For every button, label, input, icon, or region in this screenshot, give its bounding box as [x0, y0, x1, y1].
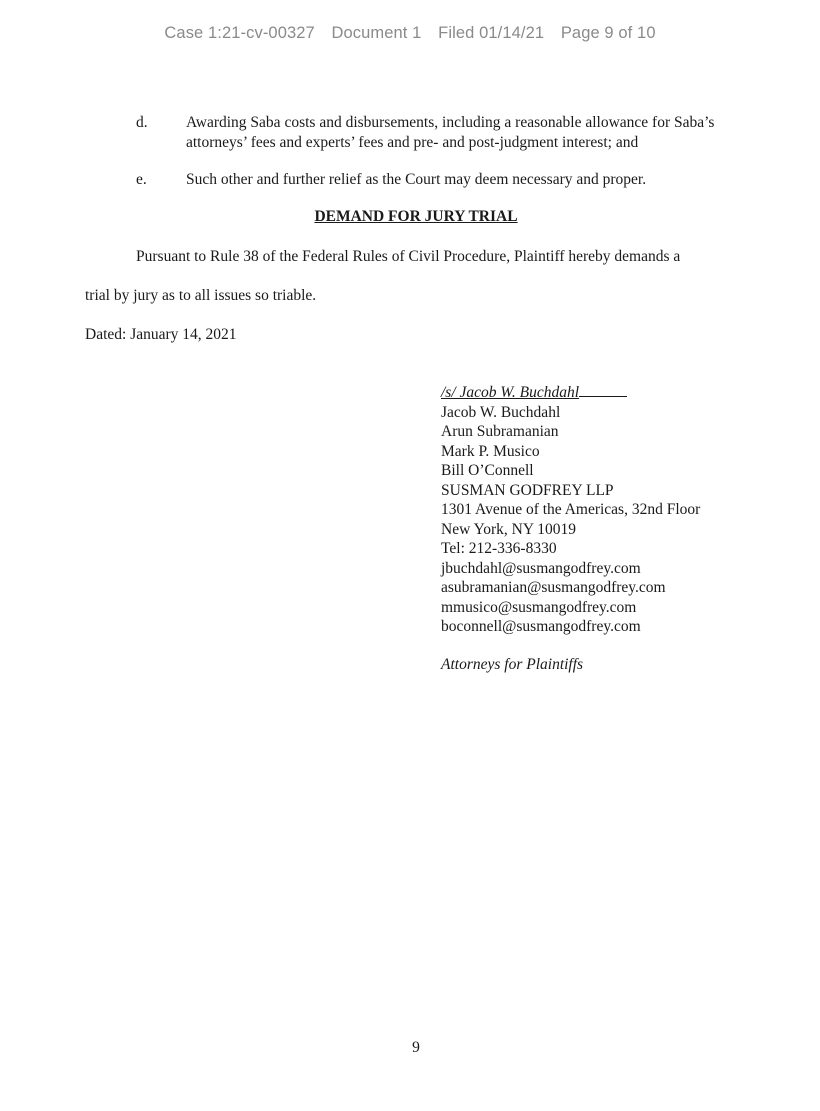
email-address: jbuchdahl@susmangodfrey.com	[441, 559, 641, 577]
attorney-name: Bill O’Connell	[441, 462, 534, 479]
dated-line: Dated: January 14, 2021	[85, 326, 237, 343]
attorneys-role: Attorneys for Plaintiffs	[441, 656, 584, 673]
page-indicator: Page 9 of 10	[560, 24, 656, 42]
signature-block	[441, 383, 700, 637]
firm-address-city: New York, NY 10019	[441, 520, 577, 538]
relief-item-text: Such other and further relief as the Court may deem necessary and proper.	[186, 171, 647, 188]
attorney-name: Arun Subramanian	[441, 423, 559, 440]
email-address: boconnell@susmangodfrey.com	[441, 618, 641, 635]
signature-line	[441, 383, 700, 403]
signer-name: Jacob W. Buchdahl	[441, 403, 561, 421]
filed-date: Filed 01/14/21	[438, 24, 545, 42]
firm-phone: Tel: 212-336-8330	[441, 540, 557, 557]
email-address: mmusico@susmangodfrey.com	[441, 598, 637, 616]
email-address: asubramanian@susmangodfrey.com	[441, 579, 666, 596]
signature-underline	[579, 384, 627, 397]
case-number: Case 1:21-cv-00327	[164, 24, 315, 42]
relief-item-label: e.	[136, 171, 147, 188]
relief-item-e	[136, 170, 756, 190]
firm-address-street: 1301 Avenue of the Americas, 32nd Floor	[441, 501, 701, 518]
jury-demand-heading: DEMAND FOR JURY TRIAL	[314, 208, 518, 225]
relief-item-label: d.	[136, 114, 148, 131]
document-number: Document 1	[331, 24, 422, 42]
jury-demand-text-line-2: trial by jury as to all issues so triable.	[85, 287, 317, 304]
page-number: 9	[412, 1039, 420, 1056]
attorney-name: Mark P. Musico	[441, 442, 540, 460]
filing-header	[0, 24, 820, 43]
relief-item-text: Awarding Saba costs and disbursements, including a reasonable allowance for Saba’s attorneys’ fees and experts’ fees and pre- and post-judgment interest; and	[186, 114, 715, 151]
electronic-signature: /s/ Jacob W. Buchdahl	[441, 384, 580, 401]
jury-demand-text-line-1: Pursuant to Rule 38 of the Federal Rules of Civil Procedure, Plaintiff hereby demands a	[136, 248, 681, 265]
firm-name: SUSMAN GODFREY LLP	[441, 481, 614, 499]
relief-item-d	[136, 113, 756, 153]
